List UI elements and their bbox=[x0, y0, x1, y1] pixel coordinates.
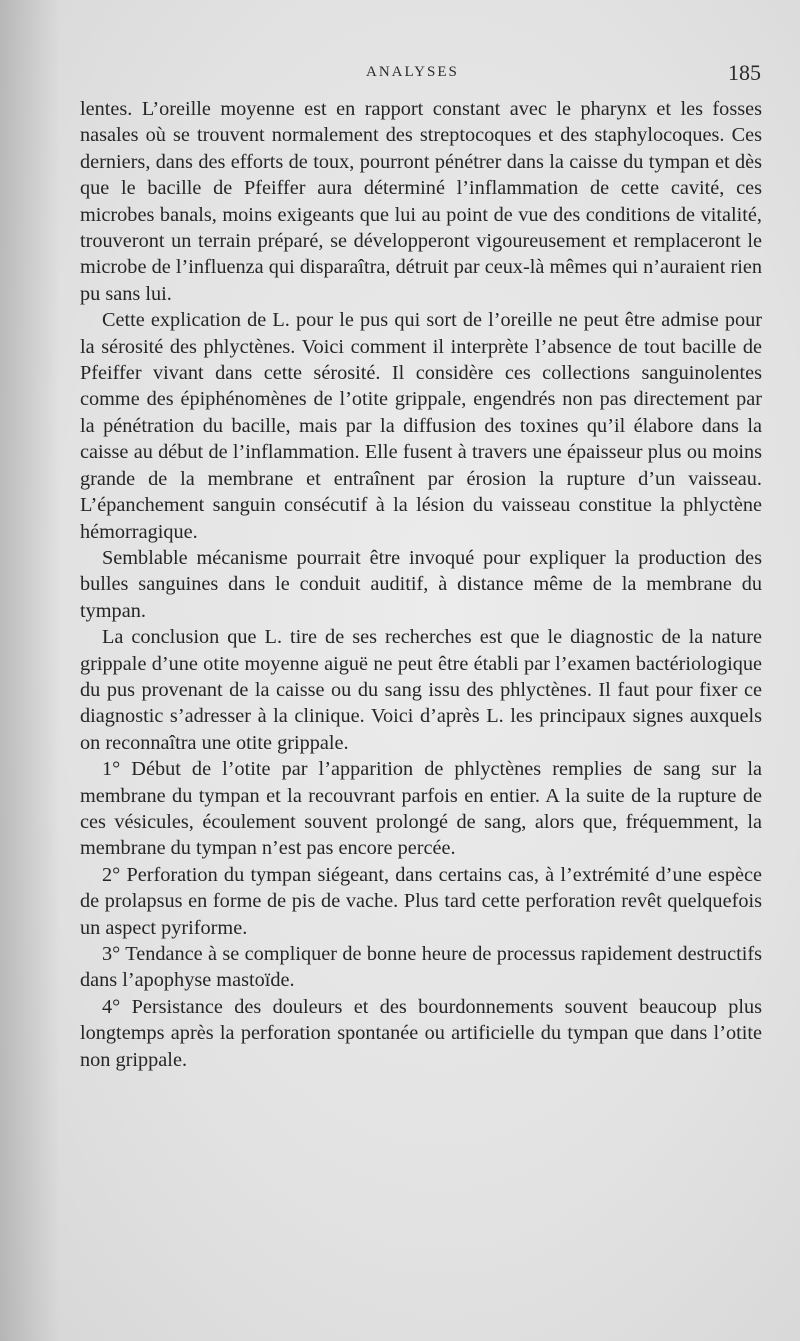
paragraph-sign-2: 2° Perforation du tympan siégeant, dans certains cas, à l’extrémité d’une espèce de prolapsus en forme de pis de vache. Plus tard cette perforation revêt quelquefois un aspect pyriforme. bbox=[80, 863, 762, 939]
paragraph-sign-1: 1° Début de l’otite par l’apparition de phlyctènes remplies de sang sur la membrane du tympan et la recouvrant parfois en entier. A la suite de la rupture de ces vésicules, écoulement souvent prolongé de sang, alors que, fréquemment, la membrane du tympan n’est pas encore percée. bbox=[80, 758, 762, 860]
running-head bbox=[0, 60, 800, 90]
body-text bbox=[80, 96, 762, 1073]
binding-shadow bbox=[0, 0, 60, 1341]
paragraph-mechanism: Semblable mécanisme pourrait être invoqué pour expliquer la production des bulles sanguines dans le conduit auditif, à distance même de la membrane du tympan. bbox=[80, 546, 762, 622]
paragraph-conclusion: La conclusion que L. tire de ses recherches est que le diagnostic de la nature grippale d’une otite moyenne aiguë ne peut être établi par l’examen bactériologique du pus provenant de la caisse ou du sang issu des phlyctènes. Il faut pour fixer ce diagnostic s’adresser à la clinique. Voici d’après L. les principaux signes auxquels on reconnaîtra une otite grippale. bbox=[80, 626, 762, 754]
paragraph-explanation: Cette explication de L. pour le pus qui sort de l’oreille ne peut être admise pour la sérosité des phlyctènes. Voici comment il interprète l’absence de tout bacille de Pfeiffer vivant dans cette sérosité. Il considère ces collections sanguinolentes comme des épiphénomènes de l’otite grippale, engendrés non pas directement par la pénétration du bacille, mais par la diffusion des toxines qu’il élabore dans la caisse au début de l’inflammation. Elle fusent à travers une épaisseur plus ou moins grande de la membrane et entraînent par érosion la rupture d’un vaisseau. L’épanchement sanguin consécutif à la lésion du vaisseau constitue la phlyctène hémorragique. bbox=[80, 309, 762, 543]
paragraph-sign-3: 3° Tendance à se compliquer de bonne heure de processus rapidement destructifs dans l’apophyse mastoïde. bbox=[80, 943, 762, 992]
running-title: ANALYSES bbox=[366, 64, 459, 80]
page-number: 185 bbox=[728, 60, 761, 85]
paragraph-sign-4: 4° Persistance des douleurs et des bourdonnements souvent beaucoup plus longtemps après la perforation spontanée ou artificielle du tympan que dans l’otite non grippale. bbox=[80, 995, 762, 1071]
paragraph-continuation: lentes. L’oreille moyenne est en rapport constant avec le pharynx et les fosses nasales où se trouvent normalement des streptocoques et des staphylocoques. Ces derniers, dans des efforts de toux, pourront pénétrer dans la caisse du tympan et dès que le bacille de Pfeiffer aura déterminé l’inflammation de cette cavité, ces microbes banals, moins exigeants que lui au point de vue des conditions de vitalité, trouveront un terrain préparé, se développeront vigoureusement et remplaceront le microbe de l’influenza qui disparaîtra, détruit par ceux-là mêmes qui n’auraient rien pu sans lui. bbox=[80, 98, 762, 305]
